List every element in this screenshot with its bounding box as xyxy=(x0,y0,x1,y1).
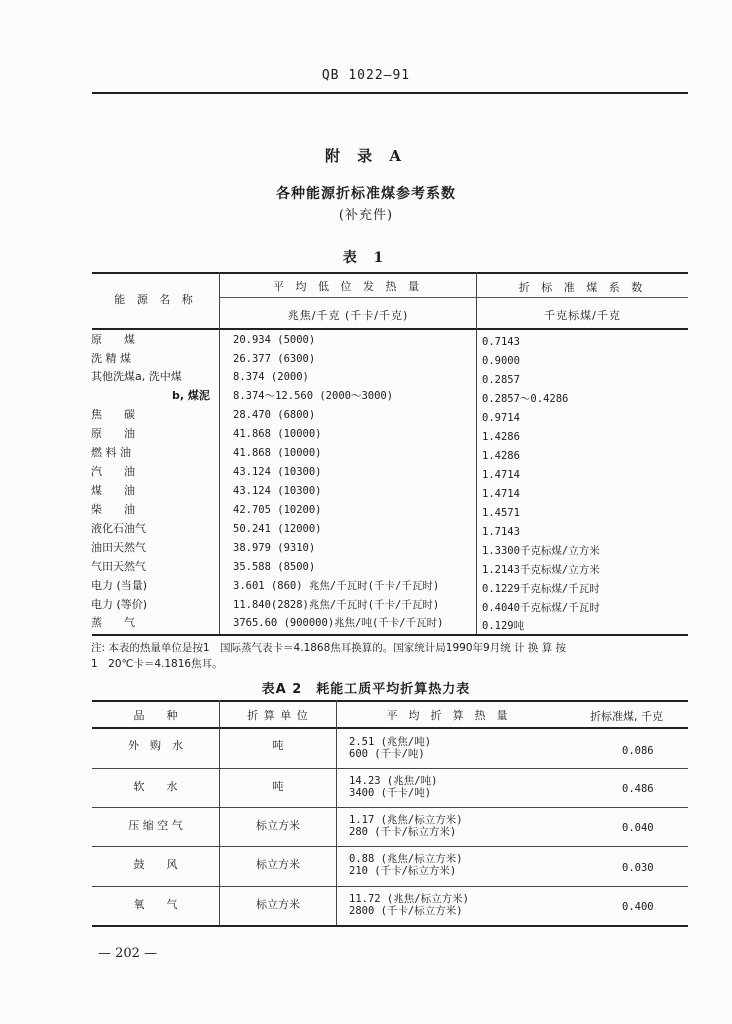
row-name: 蒸 气 xyxy=(91,616,135,629)
row-heat: 11.840(2828)兆焦/千瓦时(千卡/千瓦时) xyxy=(233,599,440,611)
table2-col-item: 品 种 xyxy=(133,709,178,722)
row-heat: 50.241 (12000) xyxy=(233,523,322,535)
row-heat: 28.470 (6800) xyxy=(233,409,316,421)
row-heat: 42.705 (10200) xyxy=(233,504,322,516)
table1-header-mid-rule xyxy=(220,297,688,298)
row-heat: 3.601 (860) 兆焦/千瓦时(千卡/千瓦时) xyxy=(233,580,440,592)
row-unit: 标立方米 xyxy=(256,858,300,871)
row-coef: 0.030 xyxy=(622,862,654,874)
row-name: 气田天然气 xyxy=(91,560,146,573)
row-unit: 吨 xyxy=(272,780,284,793)
appendix-subtitle: (补充件) xyxy=(338,208,394,223)
row-coef: 0.400 xyxy=(622,901,654,913)
row-coef: 1.4571 xyxy=(482,507,520,519)
row-heat: 35.588 (8500) xyxy=(233,561,316,573)
row-coef: 1.4286 xyxy=(482,431,520,443)
row-heat: 43.124 (10300) xyxy=(233,466,322,478)
row-heat-kcal: 600 (千卡/吨) xyxy=(349,748,425,760)
row-coef: 0.040 xyxy=(622,822,654,834)
row-coef: 0.2857 xyxy=(482,374,520,386)
row-coef: 0.9000 xyxy=(482,355,520,367)
row-name: 油田天然气 xyxy=(91,541,146,554)
row-coef: 0.129吨 xyxy=(482,620,525,632)
row-name: 原 煤 xyxy=(91,333,135,346)
table1-vline-1 xyxy=(219,272,220,634)
table2-bottom-rule xyxy=(92,925,688,927)
table2-vline-2 xyxy=(336,700,337,925)
row-heat: 38.979 (9310) xyxy=(233,542,316,554)
table1-col-name: 能 源 名 称 xyxy=(114,293,197,306)
row-heat: 43.124 (10300) xyxy=(233,485,322,497)
row-unit: 吨 xyxy=(272,739,284,752)
row-item: 压 缩 空 气 xyxy=(128,819,183,832)
row-name: b, 煤泥 xyxy=(172,389,210,402)
table1-header-bottom-rule xyxy=(92,328,688,330)
row-heat-kcal: 3400 (千卡/吨) xyxy=(349,787,432,799)
row-name: 电力 (当量) xyxy=(91,579,148,592)
row-name: 液化石油气 xyxy=(91,522,146,535)
row-name: 焦 碳 xyxy=(91,408,135,421)
row-unit: 标立方米 xyxy=(256,898,300,911)
row-heat-kcal: 2800 (千卡/标立方米) xyxy=(349,905,463,917)
row-heat-mj: 1.17 (兆焦/标立方米) xyxy=(349,814,463,826)
row-heat: 41.868 (10000) xyxy=(233,428,322,440)
table1-caption: 表 1 xyxy=(342,250,390,266)
row-name: 电力 (等价) xyxy=(91,598,148,611)
table2-col-coef: 折标准煤, 千克 xyxy=(590,710,663,723)
row-unit: 标立方米 xyxy=(256,819,300,832)
row-name: 燃 料 油 xyxy=(91,446,131,459)
appendix-label: 附 录 A xyxy=(324,147,408,165)
row-heat: 26.377 (6300) xyxy=(233,353,316,365)
table2-row-rule xyxy=(92,768,688,769)
row-name: 洗 精 煤 xyxy=(91,352,131,365)
row-coef: 0.9714 xyxy=(482,412,520,424)
row-coef: 1.4714 xyxy=(482,488,520,500)
row-coef: 0.086 xyxy=(622,745,654,757)
row-heat-kcal: 280 (千卡/标立方米) xyxy=(349,826,457,838)
row-heat: 8.374～12.560 (2000～3000) xyxy=(233,390,394,402)
row-item: 鼓 风 xyxy=(133,858,178,871)
row-name: 汽 油 xyxy=(91,465,135,478)
row-coef: 1.7143 xyxy=(482,526,520,538)
row-coef: 0.2857～0.4286 xyxy=(482,393,569,405)
row-name: 原 油 xyxy=(91,427,135,440)
page-number: — 202 — xyxy=(98,946,158,961)
row-heat: 3765.60 (900000)兆焦/吨(千卡/千瓦时) xyxy=(233,617,444,629)
table2-header-rule xyxy=(92,727,688,729)
table1-bottom-rule xyxy=(92,634,688,636)
table1-note-line2: 1 20℃卡＝4.1816焦耳。 xyxy=(91,658,223,670)
row-coef: 0.4040千克标煤/千瓦时 xyxy=(482,602,600,614)
table1-col-coef: 折 标 准 煤 系 数 xyxy=(518,281,647,294)
row-coef: 1.4286 xyxy=(482,450,520,462)
table1-col-heat-unit: 兆焦/千克 (千卡/千克) xyxy=(287,309,409,322)
table1-top-rule xyxy=(92,272,688,274)
row-heat: 20.934 (5000) xyxy=(233,334,316,346)
table1-col-heat: 平 均 低 位 发 热 量 xyxy=(273,280,423,293)
row-name: 煤 油 xyxy=(91,484,135,497)
row-coef: 0.7143 xyxy=(482,336,520,348)
row-name: 其他洗煤a, 洗中煤 xyxy=(91,370,182,383)
row-heat-mj: 14.23 (兆焦/吨) xyxy=(349,775,438,787)
row-heat: 41.868 (10000) xyxy=(233,447,322,459)
table1-note-line1: 注: 本表的热量单位是按1 国际蒸气表卡＝4.1868焦耳换算的。国家统计局1990年9月统 计 换 算 按 xyxy=(91,642,567,654)
table2-top-rule xyxy=(92,700,688,702)
table2-row-rule xyxy=(92,846,688,847)
table2-vline-1 xyxy=(219,700,220,925)
row-heat: 8.374 (2000) xyxy=(233,371,309,383)
row-heat-mj: 2.51 (兆焦/吨) xyxy=(349,736,432,748)
table2-col-heat: 平 均 折 算 热 量 xyxy=(386,709,508,722)
row-coef: 0.486 xyxy=(622,783,654,795)
row-heat-kcal: 210 (千卡/标立方米) xyxy=(349,865,457,877)
row-name: 柴 油 xyxy=(91,503,135,516)
table2-col-unit: 折 算 单 位 xyxy=(247,709,309,722)
table2-row-rule xyxy=(92,886,688,887)
row-item: 外 购 水 xyxy=(128,739,183,752)
appendix-title: 各种能源折标准煤参考系数 xyxy=(276,186,456,202)
standard-code: QB 1022—91 xyxy=(321,68,411,83)
row-coef: 0.1229千克标煤/千瓦时 xyxy=(482,583,600,595)
table2-caption: 表A 2 耗能工质平均折算热力表 xyxy=(261,682,471,697)
header-rule xyxy=(92,92,688,94)
table1-vline-2 xyxy=(476,272,477,634)
row-coef: 1.2143千克标煤/立方米 xyxy=(482,564,600,576)
row-heat-mj: 11.72 (兆焦/标立方米) xyxy=(349,893,469,905)
table2-row-rule xyxy=(92,807,688,808)
row-heat-mj: 0.88 (兆焦/标立方米) xyxy=(349,853,463,865)
table1-col-coef-unit: 千克标煤/千克 xyxy=(544,309,621,322)
row-item: 氧 气 xyxy=(133,898,178,911)
row-coef: 1.3300千克标煤/立方米 xyxy=(482,545,600,557)
row-item: 软 水 xyxy=(133,780,178,793)
row-coef: 1.4714 xyxy=(482,469,520,481)
